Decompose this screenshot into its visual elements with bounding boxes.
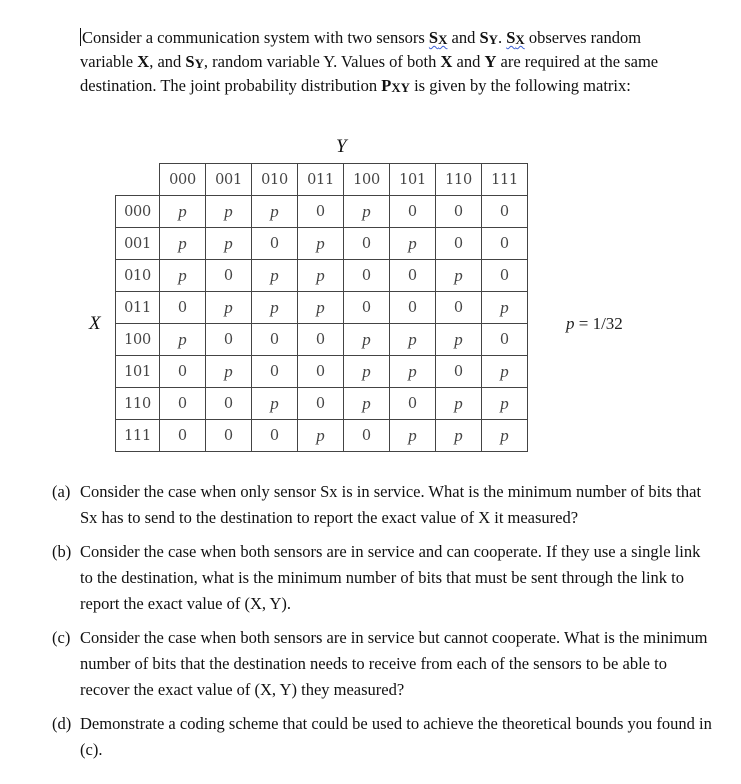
column-header: 000 bbox=[160, 164, 206, 196]
matrix-cell: p bbox=[344, 324, 390, 356]
sensor-x-symbol bbox=[429, 28, 447, 47]
matrix-cell: 0 bbox=[482, 196, 528, 228]
question-text: Consider the case when both sensors are in service and can cooperate. If they use a single link to the destination, what is the minimum number of bits that must be sent through the link to report the exact value of (X, Y). bbox=[80, 542, 701, 613]
question-item bbox=[52, 539, 712, 617]
question-item bbox=[52, 625, 712, 703]
matrix-cell: p bbox=[206, 292, 252, 324]
matrix-cell: 0 bbox=[482, 228, 528, 260]
sensor-y-subscript: Y bbox=[488, 33, 498, 47]
matrix-cell: 0 bbox=[436, 196, 482, 228]
matrix-cell: 0 bbox=[252, 324, 298, 356]
matrix-cell: 0 bbox=[206, 388, 252, 420]
intro-line-1 bbox=[80, 27, 710, 51]
question-text: Consider the case when both sensors are in service but cannot cooperate. What is the minimum number of bits that the destination needs to receive from each of the sensors to be able to recover the exact value of (X, Y) they measured? bbox=[80, 628, 708, 699]
row-header: 100 bbox=[116, 324, 160, 356]
matrix-cell: p bbox=[206, 196, 252, 228]
matrix-cell: p bbox=[482, 388, 528, 420]
sensor-x-subscript: X bbox=[515, 33, 525, 47]
matrix-cell: 0 bbox=[298, 196, 344, 228]
matrix-cell: p bbox=[298, 420, 344, 452]
row-header: 111 bbox=[116, 420, 160, 452]
matrix-cell: p bbox=[206, 356, 252, 388]
question-item bbox=[52, 479, 712, 531]
intro-text: are required at the same bbox=[496, 52, 659, 71]
matrix-row bbox=[116, 228, 528, 260]
sensor-y-letter: S bbox=[185, 52, 195, 71]
matrix-cell: p bbox=[390, 324, 436, 356]
row-header: 011 bbox=[116, 292, 160, 324]
matrix-cell: p bbox=[298, 292, 344, 324]
matrix-cell: p bbox=[298, 228, 344, 260]
matrix-cell: p bbox=[344, 388, 390, 420]
matrix-cell: 0 bbox=[206, 260, 252, 292]
column-header: 101 bbox=[390, 164, 436, 196]
row-header: 101 bbox=[116, 356, 160, 388]
matrix-cell: 0 bbox=[436, 356, 482, 388]
row-header: 010 bbox=[116, 260, 160, 292]
matrix-cell: 0 bbox=[160, 356, 206, 388]
matrix-cell: 0 bbox=[160, 388, 206, 420]
matrix-body bbox=[116, 164, 528, 452]
matrix-cell: p bbox=[436, 388, 482, 420]
matrix-cell: 0 bbox=[344, 228, 390, 260]
matrix-cell: p bbox=[436, 260, 482, 292]
row-header: 000 bbox=[116, 196, 160, 228]
matrix-cell: 0 bbox=[390, 196, 436, 228]
matrix-cell: p bbox=[390, 356, 436, 388]
sensor-y-symbol bbox=[185, 52, 203, 71]
matrix-cell: 0 bbox=[390, 388, 436, 420]
matrix-cell: p bbox=[482, 356, 528, 388]
question-text: Demonstrate a coding scheme that could be used to achieve the theoretical bounds you found in (c). bbox=[80, 714, 712, 759]
matrix-cell: p bbox=[206, 228, 252, 260]
matrix-cell: 0 bbox=[344, 260, 390, 292]
matrix-cell: p bbox=[160, 260, 206, 292]
column-header-row bbox=[116, 164, 528, 196]
matrix-cell: 0 bbox=[252, 420, 298, 452]
matrix-cell: p bbox=[160, 324, 206, 356]
matrix-cell: 0 bbox=[436, 228, 482, 260]
p-symbol: p bbox=[566, 314, 575, 333]
intro-text: variable bbox=[80, 52, 138, 71]
matrix-row bbox=[116, 324, 528, 356]
matrix-corner bbox=[116, 164, 160, 196]
matrix-cell: 0 bbox=[160, 420, 206, 452]
column-header: 100 bbox=[344, 164, 390, 196]
matrix-cell: p bbox=[390, 420, 436, 452]
matrix-row bbox=[116, 260, 528, 292]
matrix-cell: 0 bbox=[482, 260, 528, 292]
column-header: 111 bbox=[482, 164, 528, 196]
question-label: (b) bbox=[52, 542, 72, 561]
matrix-cell: 0 bbox=[298, 356, 344, 388]
matrix-cell: 0 bbox=[252, 356, 298, 388]
column-header: 011 bbox=[298, 164, 344, 196]
matrix-cell: p bbox=[252, 196, 298, 228]
column-header: 001 bbox=[206, 164, 252, 196]
p-definition bbox=[566, 314, 623, 334]
intro-text: destination. The joint probability distribution bbox=[80, 76, 382, 95]
sensor-y-letter: S bbox=[479, 28, 489, 47]
sensor-x-letter: S bbox=[506, 28, 516, 47]
intro-text: , random variable Y. Values of both bbox=[203, 52, 441, 71]
column-header: 010 bbox=[252, 164, 298, 196]
matrix-cell: p bbox=[390, 228, 436, 260]
question-text: Consider the case when only sensor Sx is in service. What is the minimum number of bits that Sx has to send to the destination to report the exact value of X it measured? bbox=[80, 482, 702, 527]
intro-line-3 bbox=[80, 75, 710, 99]
matrix-cell: 0 bbox=[298, 388, 344, 420]
matrix-cell: 0 bbox=[206, 324, 252, 356]
matrix-row bbox=[116, 388, 528, 420]
matrix-cell: p bbox=[482, 420, 528, 452]
intro-text: Consider a communication system with two sensors bbox=[82, 28, 429, 47]
sensor-y-subscript: Y bbox=[194, 57, 204, 71]
row-header: 110 bbox=[116, 388, 160, 420]
joint-distribution-symbol bbox=[381, 76, 410, 95]
matrix-row bbox=[116, 196, 528, 228]
matrix-cell: p bbox=[344, 356, 390, 388]
matrix-cell: 0 bbox=[436, 292, 482, 324]
sensor-x-symbol bbox=[506, 28, 524, 47]
matrix-cell: p bbox=[298, 260, 344, 292]
problem-intro bbox=[80, 27, 710, 99]
sensor-x-letter: S bbox=[428, 28, 439, 47]
intro-text: is given by the following matrix: bbox=[409, 76, 631, 95]
matrix-cell: p bbox=[436, 420, 482, 452]
matrix-cell: 0 bbox=[252, 228, 298, 260]
intro-text: observes random bbox=[524, 28, 642, 47]
matrix-cell: p bbox=[252, 388, 298, 420]
text-cursor bbox=[80, 28, 81, 46]
column-header: 110 bbox=[436, 164, 482, 196]
variable-x: X bbox=[440, 52, 453, 71]
question-label: (d) bbox=[52, 714, 72, 733]
question-label: (c) bbox=[52, 628, 71, 647]
pxy-letter: P bbox=[381, 76, 392, 95]
matrix-cell: p bbox=[160, 196, 206, 228]
matrix-cell: 0 bbox=[344, 420, 390, 452]
matrix-cell: p bbox=[252, 292, 298, 324]
joint-probability-matrix bbox=[115, 163, 528, 452]
intro-line-2 bbox=[80, 51, 710, 75]
matrix-cell: 0 bbox=[390, 292, 436, 324]
matrix-cell: p bbox=[160, 228, 206, 260]
matrix-cell: 0 bbox=[206, 420, 252, 452]
question-label: (a) bbox=[52, 482, 71, 501]
matrix-row bbox=[116, 420, 528, 452]
intro-text: . bbox=[497, 28, 507, 47]
pxy-subscript: XY bbox=[391, 81, 410, 95]
matrix-cell: 0 bbox=[482, 324, 528, 356]
x-axis-label: X bbox=[89, 313, 101, 334]
y-axis-label: Y bbox=[336, 136, 347, 157]
variable-x: X bbox=[137, 52, 150, 71]
intro-text: , and bbox=[149, 52, 186, 71]
sensor-x-subscript: X bbox=[438, 33, 448, 47]
matrix-cell: p bbox=[252, 260, 298, 292]
question-list bbox=[52, 479, 712, 771]
variable-y: Y bbox=[484, 52, 497, 71]
matrix-row bbox=[116, 292, 528, 324]
matrix-cell: p bbox=[436, 324, 482, 356]
matrix-cell: 0 bbox=[390, 260, 436, 292]
matrix-cell: p bbox=[482, 292, 528, 324]
sensor-y-symbol bbox=[479, 28, 497, 47]
matrix-cell: p bbox=[344, 196, 390, 228]
intro-text: and bbox=[452, 52, 485, 71]
question-item bbox=[52, 711, 712, 763]
row-header: 001 bbox=[116, 228, 160, 260]
intro-text: and bbox=[447, 28, 480, 47]
p-value: = 1/32 bbox=[574, 314, 623, 333]
matrix-cell: 0 bbox=[160, 292, 206, 324]
matrix-row bbox=[116, 356, 528, 388]
matrix-cell: 0 bbox=[298, 324, 344, 356]
matrix-cell: 0 bbox=[344, 292, 390, 324]
